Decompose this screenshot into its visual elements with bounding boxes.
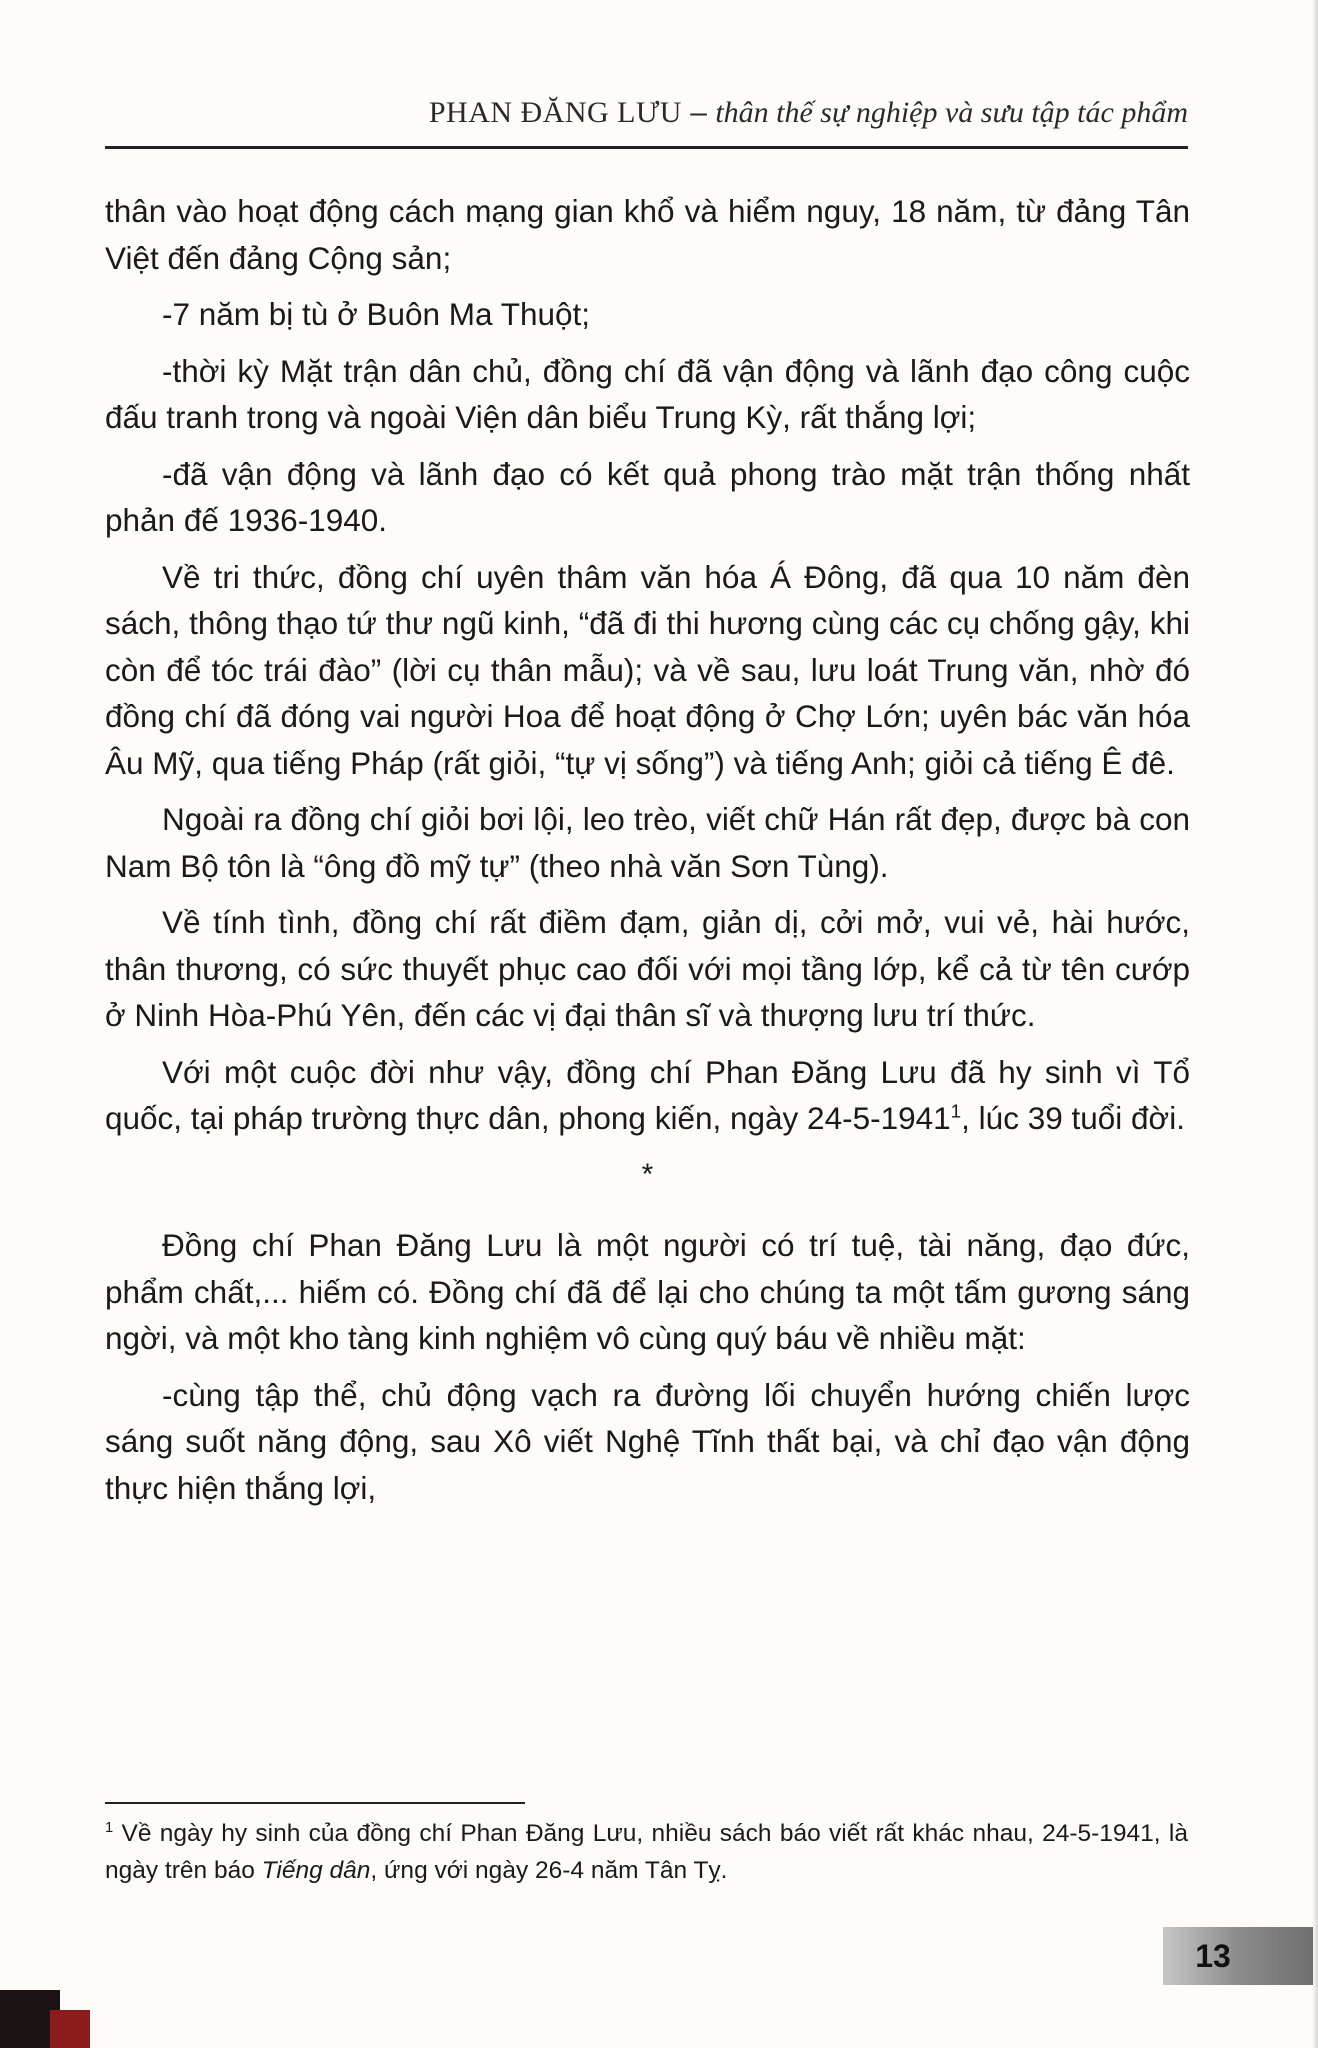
- footnote-reference[interactable]: 1: [950, 1101, 962, 1123]
- header-separator: –: [681, 96, 716, 129]
- page-edge-shadow: [1312, 0, 1318, 2048]
- header-title: PHAN ĐĂNG LƯU: [428, 96, 682, 129]
- paragraph-2: -7 năm bị tù ở Buôn Ma Thuột;: [162, 296, 591, 332]
- paragraph-10: -cùng tập thể, chủ động vạch ra đường lối chuyển hướng chiến lược sáng suốt năng động, sau Xô viết Nghệ Tĩnh thất bại, và chỉ đạo vận động thực hiện thắng lợi,: [105, 1376, 1190, 1506]
- footnote-text-a: Về ngày hy sinh của đồng chí Phan Đăng Lưu, nhiều sách báo viết rất khác nhau, 24-5-1941, là ngày trên báo: [105, 1820, 1188, 1884]
- header-rule: [105, 146, 1188, 149]
- footnote-italic-source: Tiếng dân: [261, 1857, 371, 1884]
- paragraph-1: thân vào hoạt động cách mạng gian khổ và hiểm nguy, 18 năm, từ đảng Tân Việt đến đảng Cộng sản;: [105, 193, 1190, 276]
- footnote: [105, 1815, 1188, 1889]
- section-divider-star: *: [641, 1157, 654, 1191]
- page-number: 13: [1195, 1938, 1231, 1974]
- paragraph-6: Ngoài ra đồng chí giỏi bơi lội, leo trèo, viết chữ Hán rất đẹp, được bà con Nam Bộ tôn là “ông đồ mỹ tự” (theo nhà văn Sơn Tùng).: [105, 801, 1190, 884]
- paragraph-8: [105, 1049, 1190, 1142]
- footnote-mark: 1: [105, 1819, 114, 1836]
- paragraph-8-text-b: , lúc 39 tuổi đời.: [961, 1100, 1185, 1136]
- page-corner-mark: [50, 2010, 90, 2048]
- paragraph-8-text-a: Với một cuộc đời như vậy, đồng chí Phan Đăng Lưu đã hy sinh vì Tổ quốc, tại pháp trường thực dân, phong kiến, ngày 24-5-1941: [105, 1053, 1190, 1136]
- paragraph-3: -thời kỳ Mặt trận dân chủ, đồng chí đã vận động và lãnh đạo công cuộc đấu tranh trong và ngoài Viện dân biểu Trung Kỳ, rất thắng lợi;: [105, 352, 1190, 435]
- paragraph-7: Về tính tình, đồng chí rất điềm đạm, giản dị, cởi mở, vui vẻ, hài hước, thân thương, có sức thuyết phục cao đối với mọi tầng lớp, kể cả từ tên cướp ở Ninh Hòa-Phú Yên, đến các vị đại thân sĩ và thượng lưu trí thức.: [105, 904, 1190, 1033]
- running-header: [105, 96, 1188, 130]
- paragraph-9: Đồng chí Phan Đăng Lưu là một người có trí tuệ, tài năng, đạo đức, phẩm chất,... hiếm có. Đồng chí đã để lại cho chúng ta một tấm gương sáng ngời, và một kho tàng kinh nghiệm vô cùng quý báu về nhiều mặt:: [105, 1227, 1190, 1356]
- paragraph-4: -đã vận động và lãnh đạo có kết quả phong trào mặt trận thống nhất phản đế 1936-1940.: [105, 455, 1190, 538]
- footnote-rule: [105, 1802, 525, 1804]
- paragraph-5: Về tri thức, đồng chí uyên thâm văn hóa Á Đông, đã qua 10 năm đèn sách, thông thạo tứ thư ngũ kinh, “đã đi thi hương cùng các cụ chống gậy, khi còn để tóc trái đào” (lời cụ thân mẫu); và về sau, lưu loát Trung văn, nhờ đó đồng chí đã đóng vai người Hoa để hoạt động ở Chợ Lớn; uyên bác văn hóa Âu Mỹ, qua tiếng Pháp (rất giỏi, “tự vị sống”) và tiếng Anh; giỏi cả tiếng Ê đê.: [105, 558, 1190, 781]
- header-subtitle: thân thế sự nghiệp và sưu tập tác phẩm: [715, 96, 1188, 129]
- body-text: [105, 188, 1190, 1521]
- footnote-text-b: , ứng với ngày 26-4 năm Tân Tỵ.: [370, 1857, 728, 1884]
